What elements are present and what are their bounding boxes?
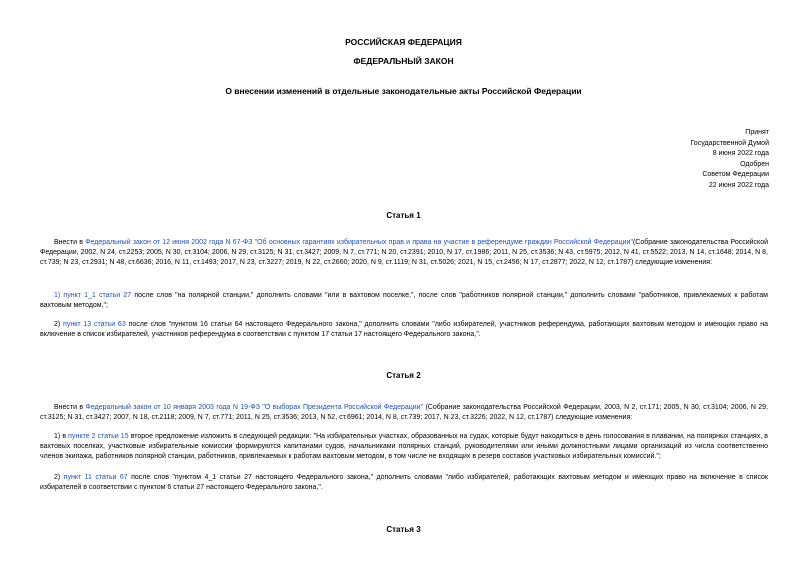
country-heading: РОССИЙСКАЯ ФЕДЕРАЦИЯ (345, 37, 462, 47)
article-15-link[interactable]: пункте 2 статьи 15 (68, 433, 129, 440)
adoption-line: Принят (745, 129, 769, 136)
article-1-item-1: 1) пункт 1_1 статьи 27 после слов "на полярной станции," дополнить словами "или в вахтовом поселке,", после слов "работников полярной станции," дополнить словами "работников, привлекаемых к работам вахтовым методом,"; (40, 292, 768, 309)
article-1-heading: Статья 1 (386, 211, 421, 220)
article-2-item-2: 2) пункт 11 статьи 67 после слов "пунктом 4_1 статьи 27 настоящего Федерального закона," дополнить словами "либо избирателей, работающих вахтовым методом и имеющих право на включение в список избирателей в соответствии с пунктом 6 статьи 27 настоящего Федерального закона,". (40, 474, 768, 491)
article-3-heading: Статья 3 (386, 525, 421, 534)
article-2-item-1: 1) в пункте 2 статьи 15 второе предложение изложить в следующей редакции: "На избирательных участках, образованных на судах, которые будут находиться в день голосования в плавании, на полярных станциях, в вахтовых поселках, участковые избирательные комиссии формируются капитанами судов, начальниками полярных станций, руководителями или иными должностными лицами организаций из числа соответственно членов экипажа, работников полярной станции, работников, привлекаемых к работам вахтовым методом, в том числе не входящих в резерв составов участковых избирательных комиссий."; (40, 433, 768, 460)
article-27-link[interactable]: пункт 1_1 статьи 27 (63, 292, 132, 299)
article-1-intro: Внести в Федеральный закон от 12 июня 2002 года N 67-ФЗ "Об основных гарантиях избирательных прав и права на участие в референдуме граждан Российской Федерации"(Собрание законодательства Российской Федерации, 2002, N 24, ст.2253; 2005, N 30, ст.3104; 2006, N 29, ст.3125; N 31, ст.3427; 2009, N 7, ст.771; N 20, ст.2391; 2010, N 17, ст.1986; 2011, N 25, ст.3536; N 43, ст.5975; 2012, N 41, ст.5522; 2013, N 14, ст.1648; 2014, N 8, ст.739; N 23, ст.2931; N 48, ст.6636; 2016, N 11, ст.1493; 2017, N 23, ст.3227; 2019, N 22, ст.2660; 2020, N 9, ст.1119; N 31, ст.5026; 2021, N 15, ст.2456; N 17, ст.2877; 2022, N 12, ст.1787) следующие изменения: (40, 239, 768, 266)
adoption-block (690, 128, 769, 192)
law-19fz-link[interactable]: Федеральный закон от 10 января 2003 года N 19-ФЗ "О выборах Президента Российской Федерации" (85, 404, 424, 411)
adoption-line: 8 июня 2022 года (712, 150, 769, 158)
approval-line: Одобрен (740, 160, 769, 168)
adoption-line: Государственной Думой (690, 139, 769, 147)
article-67-link[interactable]: пункт 11 статьи 67 (63, 474, 128, 481)
article-2-intro: Внести в Федеральный закон от 10 января 2003 года N 19-ФЗ "О выборах Президента Российской Федерации" (Собрание законодательства Российской Федерации, 2003, N 2, ст.171; 2005, N 30, ст.3104; 2006, N 29, ст.3125; N 31, ст.3427; 2007, N 18, ст.2118; 2009, N 7, ст.771; 2011, N 25, ст.3536; 2013, N 52, ст.6961; 2014, N 8, ст.739; 2017, N 23, ст.3226; 2022, N 12, ст.1787) следующие изменения: (40, 404, 768, 421)
law-type-heading: ФЕДЕРАЛЬНЫЙ ЗАКОН (353, 56, 454, 66)
article-1-item-2: 2) пункт 13 статьи 63 после слов "пунктом 16 статьи 64 настоящего Федерального закона," дополнить словами "либо избирателей, участников референдума, работающих вахтовым методом и имеющих право на включение в список избирателей, участников референдума в соответствии с пунктом 17 статьи 17 настоящего Федерального закона,". (40, 321, 768, 338)
approval-line: Советом Федерации (702, 171, 769, 179)
article-63-link[interactable]: пункт 13 статьи 63 (63, 321, 126, 328)
article-2-heading: Статья 2 (386, 371, 421, 380)
law-67fz-link[interactable]: Федеральный закон от 12 июня 2002 года N 67-ФЗ "Об основных гарантиях избирательных прав и права на участие в референдуме граждан Российской Федерации" (85, 239, 633, 246)
law-title: О внесении изменений в отдельные законодательные акты Российской Федерации (225, 86, 582, 96)
approval-line: 22 июня 2022 года (708, 181, 769, 189)
